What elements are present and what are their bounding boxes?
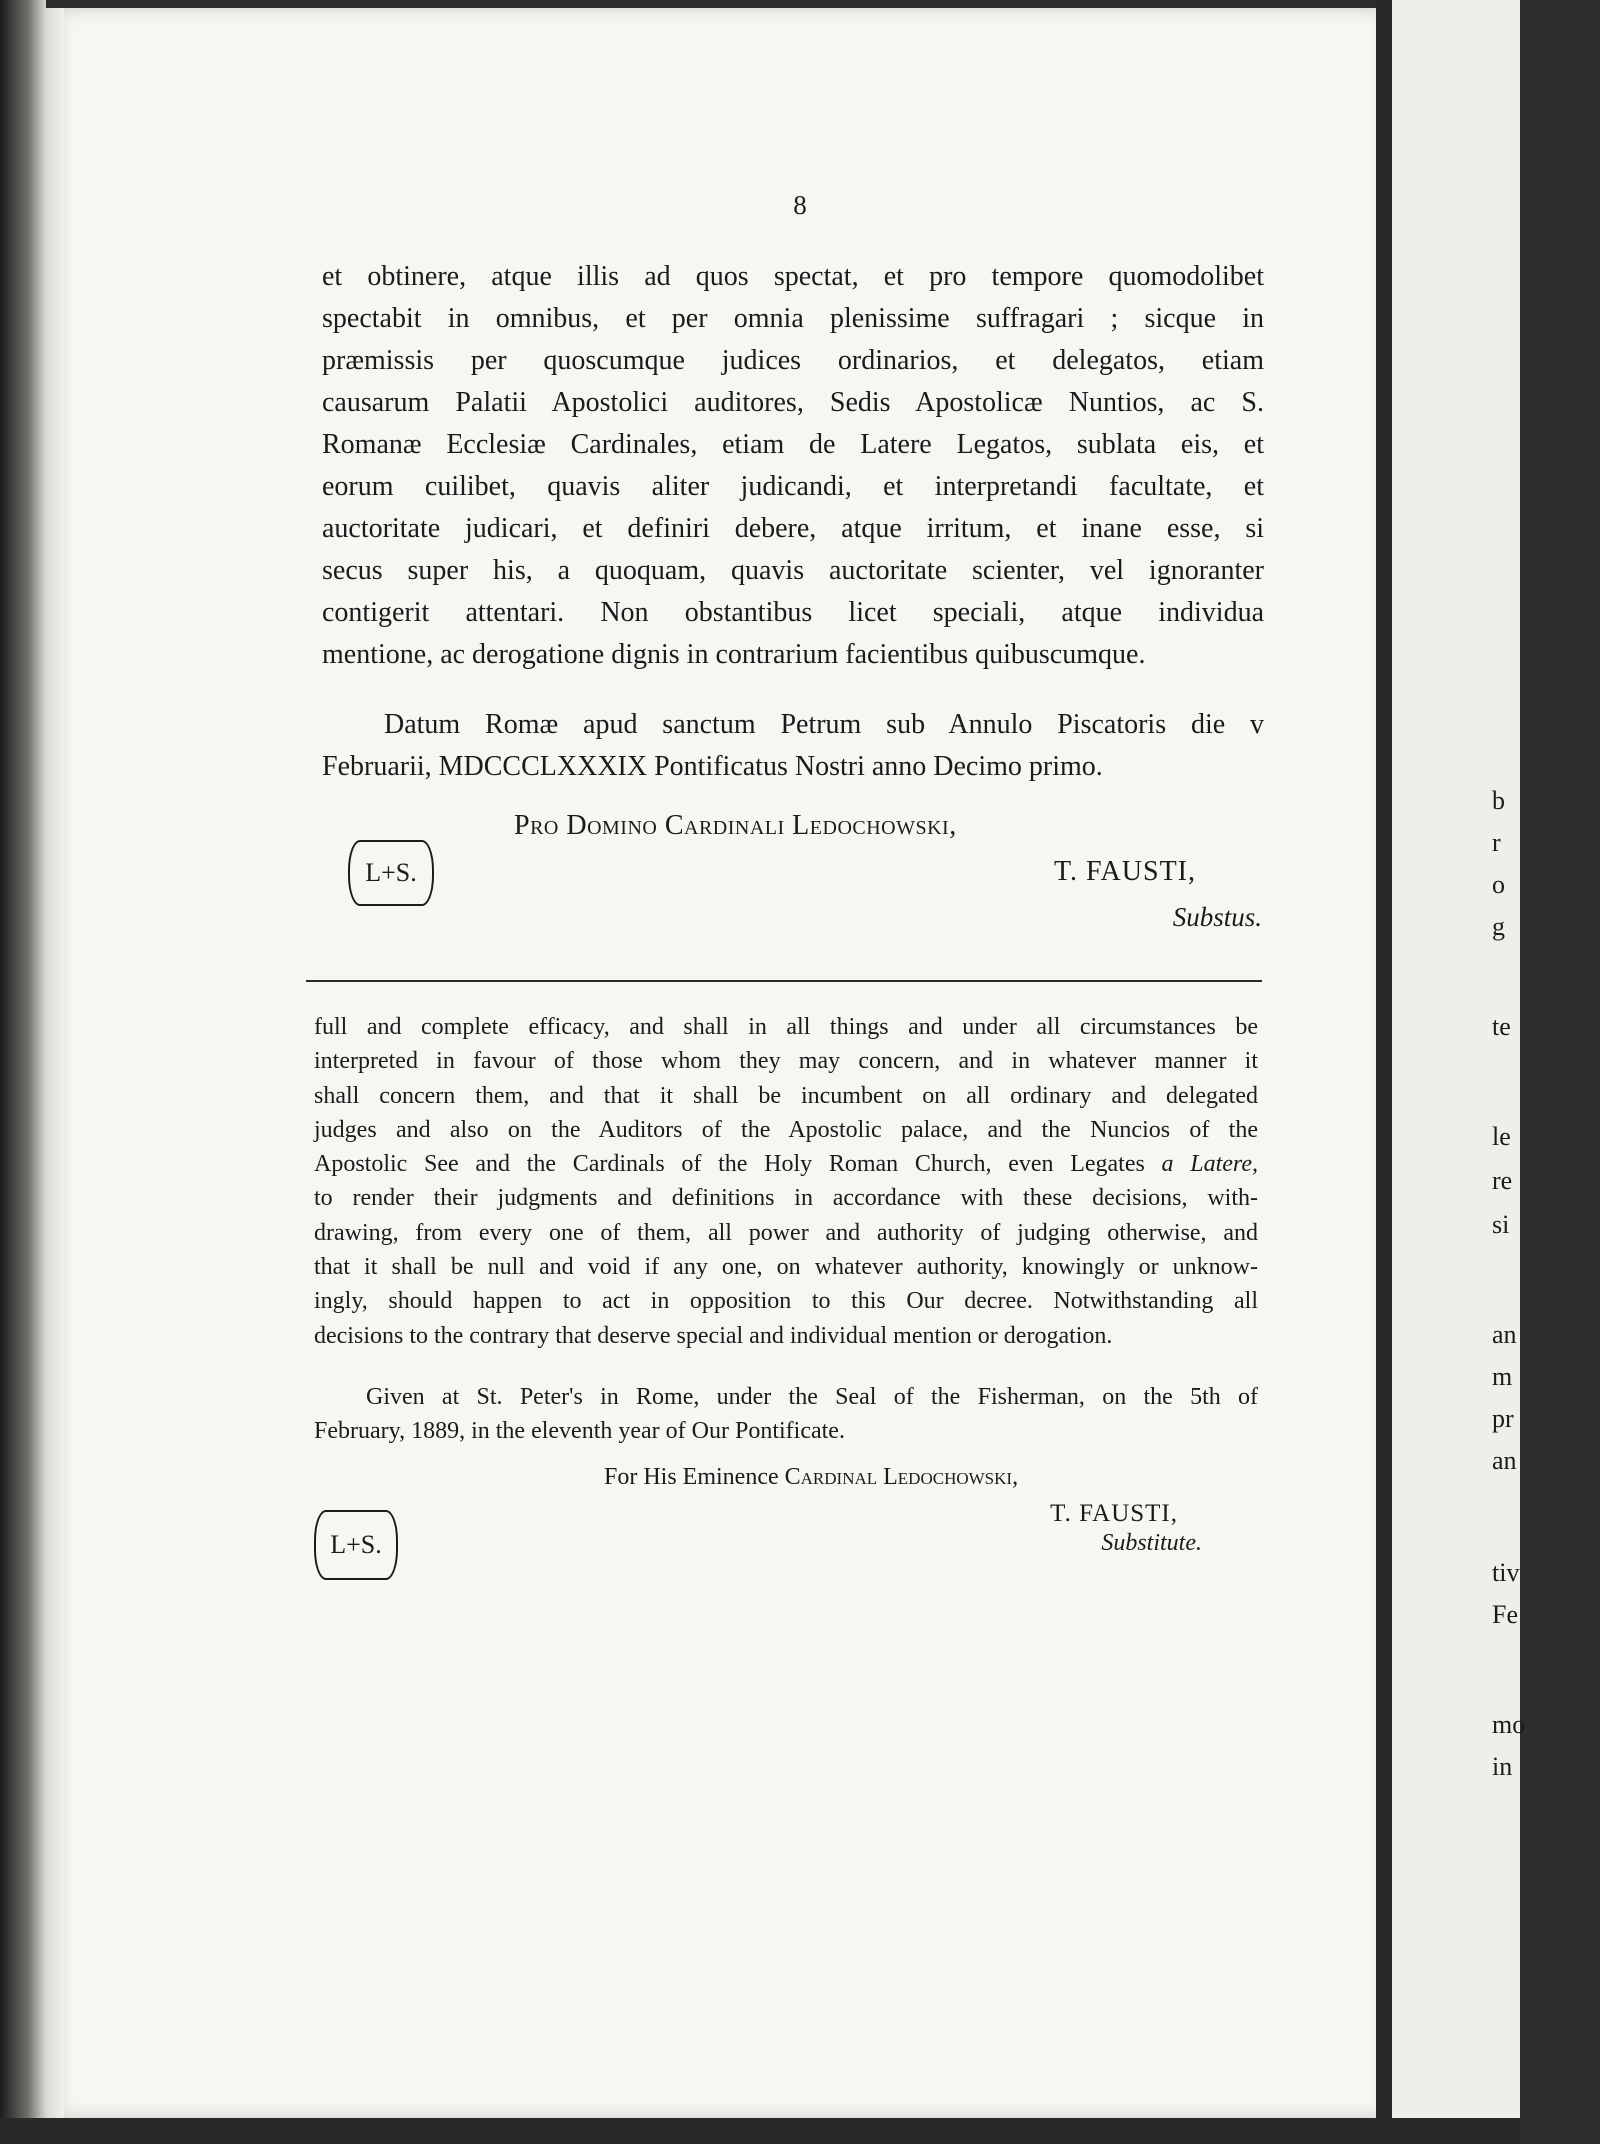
english-line (314, 1147, 1258, 1181)
english-for-line (604, 1464, 1018, 1491)
english-line: shall concern them, and that it shall be incumbent on all ordinary and delegated (314, 1082, 1258, 1109)
english-signatory: T. FAUSTI, (1050, 1500, 1178, 1527)
english-line-text: Apostolic See and the Cardinals of the Holy Roman Church, even Legates (314, 1151, 1162, 1178)
facing-fragment: si (1492, 1210, 1510, 1239)
english-line: full and complete efficacy, and shall in all things and under all circumstances be (314, 1014, 1258, 1040)
english-line: decisions to the contrary that deserve special and individual mention or derogation. (314, 1322, 1113, 1349)
facing-fragment: o (1492, 870, 1505, 899)
latin-line: mentione, ac derogatione dignis in contrarium facientibus quibuscumque. (322, 639, 1146, 670)
facing-fragment: g (1492, 912, 1505, 941)
latin-line: et obtinere, atque illis ad quos spectat, et pro tempore quomodolibet (322, 261, 1264, 292)
facing-fragment: pr (1492, 1404, 1514, 1433)
datum-line: Februarii, MDCCCLXXXIX Pontificatus Nostri anno Decimo primo. (322, 751, 1103, 782)
scan-bottom-edge (0, 2118, 1520, 2144)
for-prefix: For His Eminence (604, 1464, 785, 1490)
english-dating-clause (314, 1380, 1258, 1448)
latin-line: spectabit in omnibus, et per omnia plenissime suffragari ; sicque in (322, 303, 1264, 334)
english-line: to render their judgments and definitions in accordance with these decisions, with- (314, 1185, 1258, 1212)
facing-fragment: Fe (1492, 1600, 1518, 1629)
english-line: ingly, should happen to act in opposition to this Our decree. Notwithstanding all (314, 1288, 1258, 1315)
section-divider (306, 980, 1262, 982)
page-edge-shadow (46, 8, 64, 2118)
latin-line: contigerit attentari. Non obstantibus licet speciali, atque individua (322, 597, 1264, 628)
facing-fragment: b (1492, 786, 1505, 815)
latin-signatory: T. FAUSTI, (1054, 856, 1196, 887)
facing-fragment: an (1492, 1320, 1517, 1349)
latin-line: Romanæ Ecclesiæ Cardinales, etiam de Latere Legatos, sublata eis, et (322, 429, 1264, 460)
facing-fragment: tiv (1492, 1558, 1520, 1587)
english-line: judges and also on the Auditors of the Apostolic palace, and the Nuncios of the (314, 1116, 1258, 1143)
facing-fragment: in (1492, 1752, 1513, 1781)
latin-dating-clause (322, 704, 1264, 788)
english-body-text (314, 1010, 1258, 1353)
latin-line: præmissis per quoscumque judices ordinarios, et delegatos, etiam (322, 345, 1264, 376)
english-signatory-title: Substitute. (1101, 1530, 1202, 1556)
latin-line: causarum Palatii Apostolici auditores, Sedis Apostolicæ Nuntios, ac S. (322, 387, 1264, 418)
latin-pro-line: Pro Domino Cardinali Ledochowski, (514, 810, 957, 841)
latin-line: secus super his, a quoquam, quavis auctoritate scienter, vel ignoranter (322, 555, 1264, 586)
latin-body-text (322, 256, 1264, 676)
facing-fragment: m (1492, 1362, 1513, 1391)
facing-fragment: mo (1492, 1710, 1526, 1739)
facing-fragment: le (1492, 1122, 1511, 1151)
scan-left-edge (0, 0, 46, 2144)
seal-mark (314, 1510, 398, 1580)
facing-fragment: r (1492, 828, 1501, 857)
facing-page (1392, 0, 1526, 2144)
for-name: Cardinal Ledochowski, (784, 1464, 1019, 1490)
english-line: drawing, from every one of them, all power and authority of judging otherwise, and (314, 1219, 1258, 1246)
facing-fragment: an (1492, 1446, 1517, 1475)
latin-signatory-title: Substus. (1172, 902, 1262, 932)
english-line: interpreted in favour of those whom they may concern, and in whatever manner it (314, 1048, 1258, 1075)
latin-line: eorum cuilibet, quavis aliter judicandi, et interpretandi facultate, et (322, 471, 1264, 502)
page-number: 8 (793, 190, 807, 220)
latere-phrase: a Latere, (1161, 1151, 1258, 1178)
seal-mark (348, 840, 434, 906)
given-line: Given at St. Peter's in Rome, under the Seal of the Fisherman, on the 5th of (366, 1384, 1258, 1410)
facing-fragment: re (1492, 1166, 1513, 1195)
facing-fragment: te (1492, 1012, 1511, 1041)
seal-label: L+S. (330, 1530, 382, 1559)
latin-line: auctoritate judicari, et definiri debere, atque irritum, et inane esse, si (322, 513, 1264, 544)
datum-line: Datum Romæ apud sanctum Petrum sub Annulo Piscatoris die v (384, 709, 1264, 740)
book-gutter (1376, 0, 1392, 2144)
english-line: that it shall be null and void if any one, on whatever authority, knowingly or unknow- (314, 1254, 1258, 1281)
given-line: February, 1889, in the eleventh year of Our Pontificate. (314, 1418, 845, 1444)
seal-label: L+S. (365, 858, 417, 887)
